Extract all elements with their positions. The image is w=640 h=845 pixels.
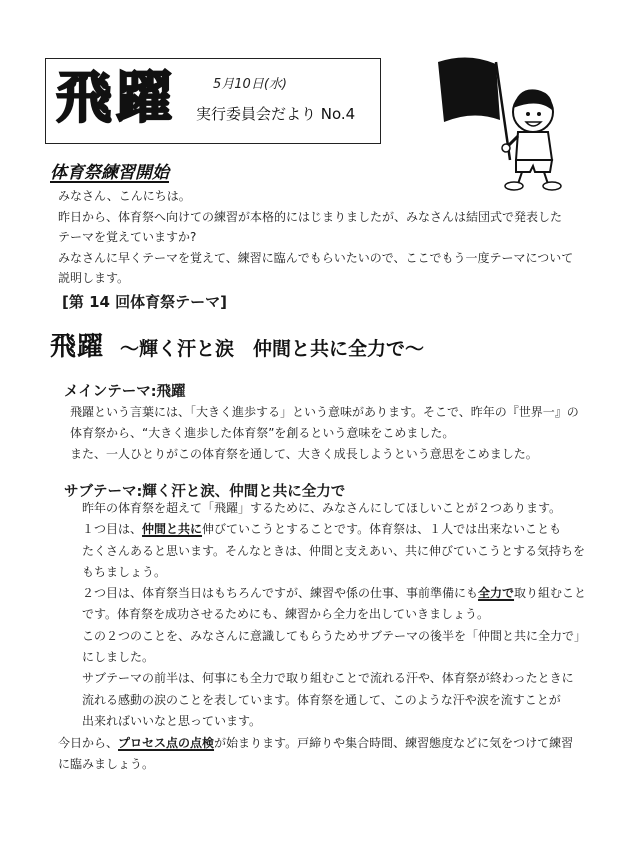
body-line: もちましょう。 — [82, 564, 167, 579]
body-line: 飛躍という言葉には、「大きく進歩する」という意味があります。そこで、昨年の『世界一』の — [70, 405, 579, 419]
intro-line: みなさんに早くテーマを覚えて、練習に臨んでもらいたいので、ここでもう一度テーマについて — [58, 250, 574, 265]
masthead-box — [45, 58, 381, 144]
emphasis-text: プロセス点の点検 — [118, 736, 215, 750]
intro-line: みなさん、こんにちは。 — [58, 189, 191, 203]
emphasis-text: 仲間と共に — [142, 522, 203, 537]
body-line: 流れる感動の涙のことを表しています。体育祭を通して、このような汗や涙を流すことが — [82, 692, 561, 707]
text-span: 取り組むこと — [514, 586, 587, 601]
intro-text — [58, 186, 598, 289]
text-span: 今日から、 — [58, 736, 119, 750]
main-theme-heading: メインテーマ:飛躍 — [64, 384, 186, 400]
intro-line: テーマを覚えていますか? — [58, 230, 197, 244]
body-line: この２つのことを、みなさんに意識してもらうためサブテーマの後半を「仲間と共に全力で」 — [82, 628, 587, 643]
body-line: サブテーマの前半は、何事にも全力で取り組むことで流れる汗や、体育祭が終わったときに — [82, 671, 574, 686]
theme-label: [第 14 回体育祭テーマ] — [62, 293, 228, 311]
sub-theme-body — [82, 498, 612, 732]
body-line: また、一人ひとりがこの体育祭を通して、大きく成長しようという意思をこめました。 — [70, 447, 538, 461]
theme-subtitle: ～輝く汗と涙 仲間と共に全力で～ — [120, 338, 425, 360]
theme-main-word: 飛躍 — [50, 332, 105, 362]
text-span: 伸びていこうとすることです。体育祭は、１人では出来ないことも — [202, 522, 562, 537]
section-title: 体育祭練習開始 — [50, 163, 169, 183]
body-line — [82, 583, 612, 604]
body-line: 出来ればいいなと思っています。 — [82, 713, 262, 728]
body-line — [58, 733, 608, 754]
emphasis-text: 全力で — [478, 586, 515, 601]
body-line: にしました。 — [82, 650, 155, 665]
issue-date: 5月10日(水) — [213, 77, 287, 92]
body-line — [82, 519, 612, 540]
text-span: ２つ目は、体育祭当日はもちろんですが、練習や係の仕事、事前準備にも — [82, 586, 479, 601]
body-line: に臨みましょう。 — [58, 757, 155, 771]
closing-text — [58, 733, 608, 775]
body-line: 昨年の体育祭を超えて「飛躍」するために、みなさんにしてほしいことが２つあります。 — [82, 501, 562, 515]
text-span: １つ目は、 — [82, 522, 143, 537]
masthead-title: 飛躍 — [56, 65, 176, 131]
issue-title: 実行委員会だより No.4 — [196, 105, 356, 123]
theme-title — [50, 326, 424, 363]
sub-theme-heading: サブテーマ:輝く汗と涙、仲間と共に全力で — [64, 484, 346, 500]
body-line: 体育祭から、“大きく進歩した体育祭”を創るという意味をこめました。 — [70, 426, 455, 440]
body-line: です。体育祭を成功させるためにも、練習から全力を出していきましょう。 — [82, 607, 490, 622]
intro-line: 昨日から、体育祭へ向けての練習が本格的にはじまりましたが、みなさんは結団式で発表した — [58, 209, 563, 224]
text-span: が始まります。戸締りや集合時間、練習態度などに気をつけて練習 — [214, 736, 574, 750]
body-line: たくさんあると思います。そんなときは、仲間と支えあい、共に伸びていこうとする気持ちを — [82, 543, 586, 558]
intro-line: 説明します。 — [58, 271, 130, 285]
boy-with-flag-icon — [418, 48, 568, 198]
main-theme-body — [70, 402, 610, 465]
